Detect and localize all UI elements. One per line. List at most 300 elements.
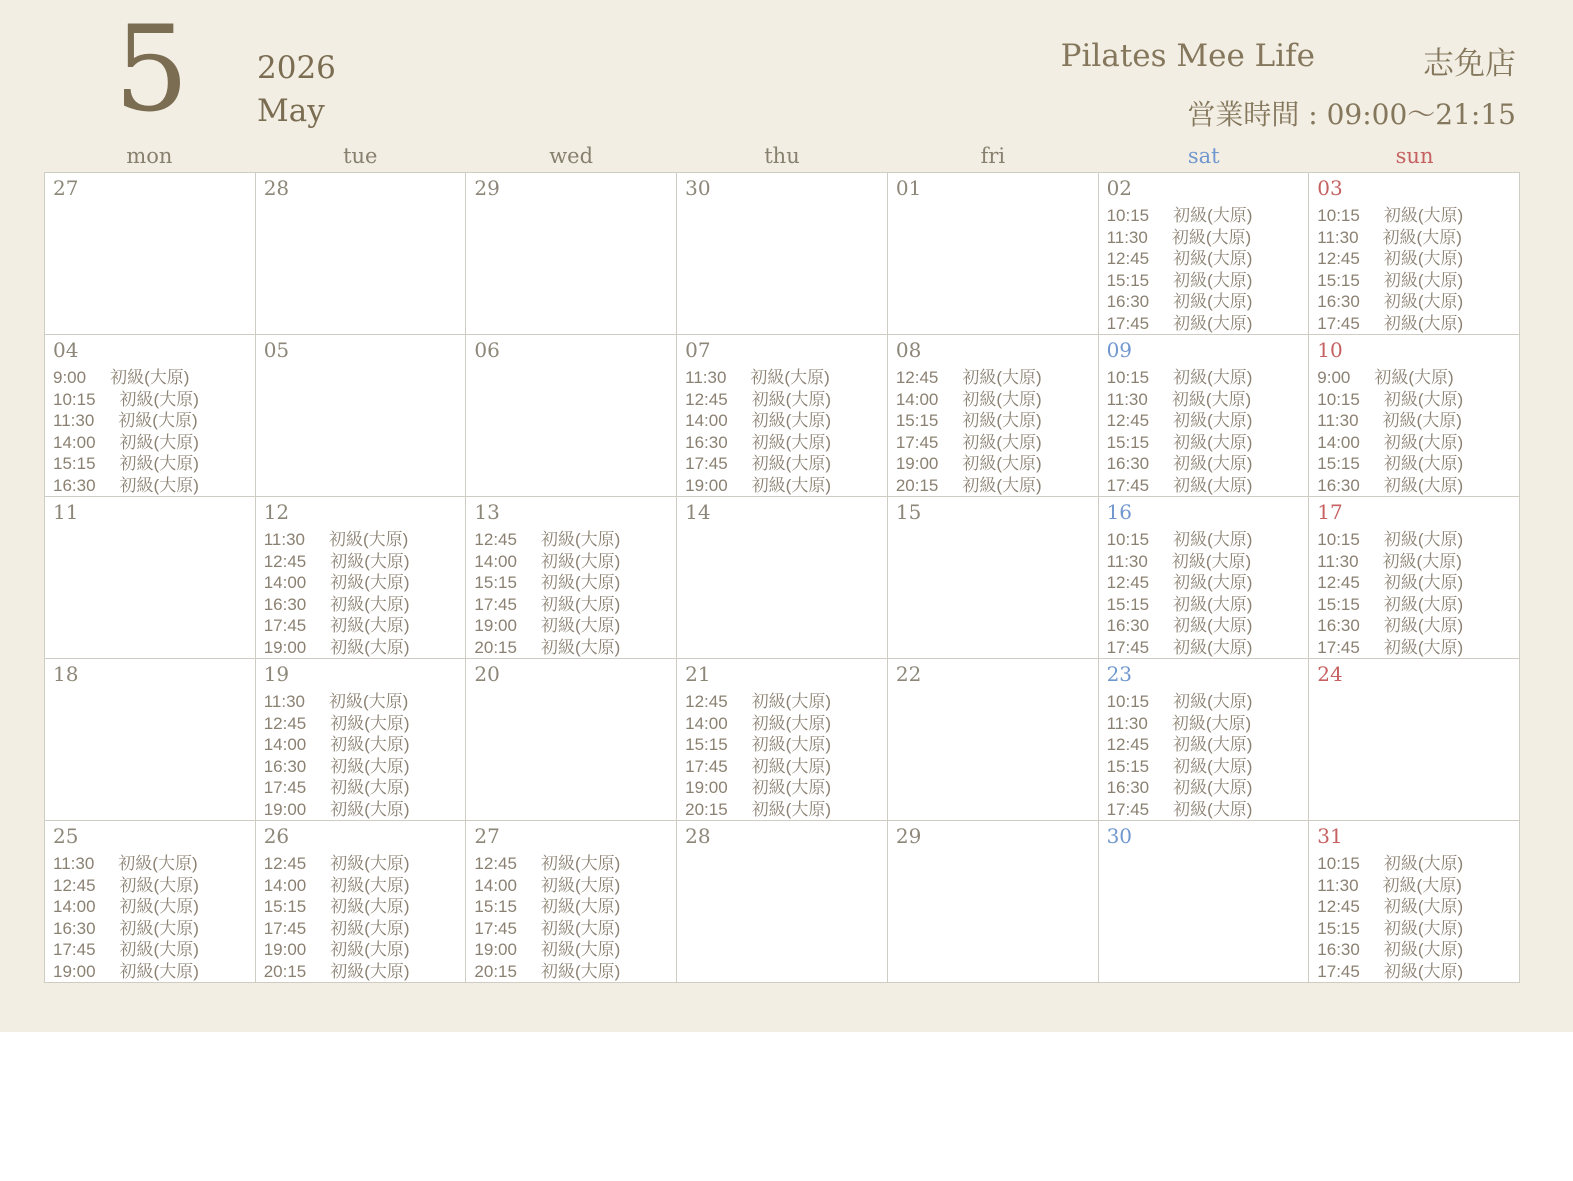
class-entry — [264, 875, 458, 897]
day-number: 07 — [685, 338, 711, 362]
class-time: 15:15 — [1317, 454, 1360, 473]
class-time: 12:45 — [895, 368, 939, 387]
class-time: 11:30 — [685, 368, 727, 387]
class-entry — [685, 734, 879, 756]
class-name: 初級(大原) — [118, 411, 198, 430]
class-entry — [685, 367, 879, 389]
day-cell-09 — [1099, 335, 1310, 497]
class-entry — [53, 875, 247, 897]
day-cell-23 — [1099, 659, 1310, 821]
class-name: 初級(大原) — [110, 368, 190, 387]
class-name: 初級(大原) — [751, 692, 832, 711]
class-time: 15:15 — [1106, 594, 1150, 614]
class-time: 10:15 — [53, 389, 96, 409]
day-number: 24 — [1317, 662, 1343, 686]
day-number: 31 — [1317, 824, 1343, 848]
class-entry — [1107, 410, 1301, 432]
class-name: 初級(大原) — [750, 368, 830, 387]
class-entry — [53, 961, 247, 983]
class-name: 初級(大原) — [1173, 292, 1253, 311]
day-cell-15 — [888, 497, 1099, 659]
day-number: 16 — [1106, 500, 1133, 524]
class-entry — [474, 529, 668, 551]
class-name: 初級(大原) — [751, 432, 832, 452]
class-entry — [1107, 248, 1301, 270]
day-cell-07 — [677, 335, 888, 497]
class-entry — [1107, 270, 1301, 292]
class-entry — [1317, 270, 1511, 292]
month-number: 5 — [114, 0, 190, 138]
class-entry — [53, 896, 247, 918]
class-name: 初級(大原) — [330, 616, 410, 635]
class-name: 初級(大原) — [1383, 206, 1464, 225]
class-name: 初級(大原) — [751, 713, 832, 733]
class-entry — [1107, 453, 1301, 475]
class-entry — [1107, 389, 1301, 411]
class-time: 11:30 — [1106, 389, 1148, 409]
day-number: 23 — [1106, 662, 1133, 686]
class-entry — [1317, 615, 1511, 637]
class-entry — [1107, 615, 1301, 637]
class-entry — [1107, 572, 1301, 594]
weekday-header-fri: fri — [980, 144, 1006, 168]
class-time: 10:15 — [1106, 530, 1150, 549]
class-time: 11:30 — [1317, 875, 1359, 895]
class-time: 14:00 — [263, 735, 307, 754]
class-time: 19:00 — [895, 454, 939, 473]
day-number: 14 — [685, 500, 711, 524]
day-number: 29 — [474, 176, 500, 200]
class-name: 初級(大原) — [1383, 475, 1464, 495]
class-time: 20:15 — [685, 799, 728, 819]
class-entry — [1107, 432, 1301, 454]
class-entry — [1107, 594, 1301, 616]
class-entry — [474, 939, 668, 961]
class-entry — [264, 713, 458, 735]
class-time: 12:45 — [263, 551, 307, 571]
class-time: 16:30 — [1106, 778, 1150, 797]
class-time: 10:15 — [1106, 206, 1150, 225]
day-cell-04 — [45, 335, 256, 497]
class-name: 初級(大原) — [962, 368, 1042, 387]
class-name: 初級(大原) — [962, 389, 1042, 409]
day-cell-02 — [1099, 173, 1310, 335]
class-name: 初級(大原) — [751, 799, 832, 819]
class-time: 14:00 — [685, 713, 728, 733]
class-time: 19:00 — [53, 961, 96, 981]
class-time: 12:45 — [685, 389, 728, 409]
class-name: 初級(大原) — [1383, 918, 1464, 938]
class-name: 初級(大原) — [330, 551, 410, 571]
day-cell-31 — [1309, 821, 1520, 983]
class-time: 15:15 — [1106, 270, 1150, 290]
class-entry — [53, 453, 247, 475]
class-time: 17:45 — [1106, 799, 1150, 819]
class-time: 9:00 — [53, 368, 87, 387]
class-time: 11:30 — [1317, 551, 1359, 571]
class-entry — [1107, 227, 1301, 249]
class-entry — [685, 691, 879, 713]
class-entry — [264, 572, 458, 594]
class-name: 初級(大原) — [962, 411, 1042, 430]
day-cell-11 — [45, 497, 256, 659]
class-entry — [264, 961, 458, 983]
class-time: 12:45 — [1106, 573, 1150, 592]
day-number: 01 — [895, 176, 922, 200]
class-name: 初級(大原) — [1173, 692, 1253, 711]
class-entry — [474, 896, 668, 918]
day-number: 18 — [53, 662, 79, 686]
class-time: 10:15 — [1317, 854, 1360, 873]
weekday-header-thu: thu — [764, 144, 800, 168]
class-name: 初級(大原) — [1173, 249, 1253, 268]
class-time: 17:45 — [685, 454, 728, 473]
class-time: 16:30 — [53, 918, 96, 938]
class-entry — [1317, 291, 1511, 313]
class-name: 初級(大原) — [1173, 313, 1253, 333]
class-name: 初級(大原) — [328, 530, 409, 549]
class-name: 初級(大原) — [1171, 389, 1252, 409]
class-time: 16:30 — [1106, 616, 1150, 635]
class-time: 15:15 — [685, 735, 728, 754]
class-entry — [1317, 853, 1511, 875]
class-time: 11:30 — [1317, 227, 1359, 247]
class-entry — [896, 432, 1090, 454]
class-time: 12:45 — [263, 713, 307, 733]
studio-title-line — [1061, 38, 1516, 83]
class-name: 初級(大原) — [751, 756, 832, 776]
class-entry — [1107, 367, 1301, 389]
class-name: 初級(大原) — [540, 637, 621, 657]
calendar-grid — [44, 172, 1520, 983]
class-name: 初級(大原) — [751, 735, 832, 754]
class-name: 初級(大原) — [1383, 616, 1464, 635]
class-entry — [474, 961, 668, 983]
class-entry — [264, 615, 458, 637]
day-cell-24 — [1309, 659, 1520, 821]
weekday-header-wed: wed — [549, 144, 594, 168]
class-name: 初級(大原) — [1383, 530, 1464, 549]
class-time: 14:00 — [474, 551, 517, 571]
class-entry — [53, 918, 247, 940]
weekday-header-sun: sun — [1395, 144, 1434, 168]
class-name: 初級(大原) — [1383, 270, 1464, 290]
day-cell-22 — [888, 659, 1099, 821]
class-entry — [896, 367, 1090, 389]
class-time: 19:00 — [263, 940, 307, 959]
class-entry — [1317, 475, 1511, 497]
weekday-header-row — [44, 144, 1520, 168]
class-entry — [474, 572, 668, 594]
class-name: 初級(大原) — [1383, 389, 1464, 409]
class-name: 初級(大原) — [1173, 368, 1253, 387]
class-name: 初級(大原) — [540, 918, 621, 938]
class-time: 19:00 — [474, 940, 517, 959]
class-name: 初級(大原) — [540, 594, 621, 614]
class-entry — [1107, 637, 1301, 659]
class-name: 初級(大原) — [330, 735, 410, 754]
class-name: 初級(大原) — [330, 961, 410, 981]
class-time: 12:45 — [263, 854, 307, 873]
class-name: 初級(大原) — [540, 551, 621, 571]
class-entry — [1317, 918, 1511, 940]
branch-name: 志免店 — [1423, 46, 1516, 82]
class-entry — [264, 896, 458, 918]
class-time: 14:00 — [895, 389, 939, 409]
business-hours: 営業時間 : 09:00〜21:15 — [1187, 98, 1516, 131]
day-number: 30 — [1106, 824, 1133, 848]
class-name: 初級(大原) — [962, 454, 1042, 473]
class-time: 17:45 — [1317, 961, 1360, 981]
class-time: 11:30 — [263, 692, 305, 711]
class-time: 10:15 — [1106, 368, 1150, 387]
class-entry — [685, 777, 879, 799]
class-time: 15:15 — [1317, 594, 1360, 614]
class-name: 初級(大原) — [1383, 940, 1464, 959]
class-entry — [1107, 529, 1301, 551]
class-entry — [474, 551, 668, 573]
class-name: 初級(大原) — [330, 756, 410, 776]
class-entry — [1107, 551, 1301, 573]
class-entry — [1317, 529, 1511, 551]
day-number: 17 — [1317, 500, 1343, 524]
class-name: 初級(大原) — [1173, 432, 1253, 452]
day-cell-03 — [1309, 173, 1520, 335]
day-number: 04 — [53, 338, 79, 362]
class-entry — [53, 939, 247, 961]
class-time: 17:45 — [1317, 313, 1360, 333]
class-entry — [1107, 777, 1301, 799]
class-time: 16:30 — [1317, 940, 1360, 959]
class-name: 初級(大原) — [330, 594, 410, 614]
class-entry — [264, 918, 458, 940]
class-name: 初級(大原) — [1173, 778, 1253, 797]
class-name: 初級(大原) — [1382, 551, 1462, 571]
class-entry — [1317, 453, 1511, 475]
class-name: 初級(大原) — [330, 637, 410, 657]
class-name: 初級(大原) — [1383, 897, 1464, 916]
class-entry — [1107, 691, 1301, 713]
class-time: 12:45 — [474, 854, 517, 873]
class-time: 11:30 — [1106, 551, 1148, 571]
class-time: 19:00 — [685, 778, 728, 797]
class-entry — [474, 918, 668, 940]
class-name: 初級(大原) — [119, 918, 199, 938]
month-name-label: May — [257, 93, 325, 129]
class-time: 14:00 — [263, 875, 307, 895]
day-number: 03 — [1317, 176, 1343, 200]
day-cell-30 — [1099, 821, 1310, 983]
class-entry — [1107, 734, 1301, 756]
day-cell-05 — [256, 335, 467, 497]
day-number: 08 — [895, 338, 922, 362]
class-time: 17:45 — [263, 778, 307, 797]
day-cell-29 — [466, 173, 677, 335]
day-cell-25 — [45, 821, 256, 983]
class-name: 初級(大原) — [1173, 475, 1253, 495]
class-entry — [1317, 410, 1511, 432]
class-name: 初級(大原) — [1383, 961, 1464, 981]
class-time: 16:30 — [1106, 454, 1150, 473]
class-time: 19:00 — [263, 637, 307, 657]
class-entry — [53, 367, 247, 389]
class-name: 初級(大原) — [1382, 875, 1462, 895]
class-name: 初級(大原) — [119, 940, 199, 959]
class-time: 10:15 — [1317, 206, 1360, 225]
day-number: 28 — [263, 176, 290, 200]
day-number: 13 — [474, 500, 500, 524]
class-time: 17:45 — [1106, 475, 1150, 495]
day-cell-10 — [1309, 335, 1520, 497]
day-cell-29 — [888, 821, 1099, 983]
class-time: 12:45 — [1106, 249, 1150, 268]
class-entry — [896, 410, 1090, 432]
class-entry — [264, 734, 458, 756]
class-entry — [685, 453, 879, 475]
class-entry — [1107, 756, 1301, 778]
class-entry — [474, 615, 668, 637]
class-name: 初級(大原) — [330, 573, 410, 592]
class-entry — [53, 853, 247, 875]
class-name: 初級(大原) — [1383, 249, 1464, 268]
class-name: 初級(大原) — [119, 875, 199, 895]
class-time: 10:15 — [1317, 389, 1360, 409]
class-time: 10:15 — [1317, 530, 1360, 549]
class-time: 19:00 — [685, 475, 728, 495]
class-entry — [896, 475, 1090, 497]
class-name: 初級(大原) — [330, 875, 410, 895]
class-name: 初級(大原) — [962, 475, 1042, 495]
day-cell-21 — [677, 659, 888, 821]
class-time: 11:30 — [53, 411, 95, 430]
class-entry — [896, 453, 1090, 475]
class-name: 初級(大原) — [330, 897, 410, 916]
year-label: 2026 — [257, 50, 336, 86]
class-time: 11:30 — [53, 854, 95, 873]
class-name: 初級(大原) — [119, 475, 199, 495]
class-entry — [1317, 896, 1511, 918]
class-time: 19:00 — [474, 616, 517, 635]
class-name: 初級(大原) — [1383, 854, 1464, 873]
class-time: 15:15 — [474, 897, 517, 916]
class-name: 初級(大原) — [119, 897, 199, 916]
class-time: 12:45 — [685, 692, 728, 711]
studio-name: Pilates Mee Life — [1060, 38, 1315, 74]
class-name: 初級(大原) — [330, 854, 410, 873]
class-name: 初級(大原) — [1173, 799, 1253, 819]
class-name: 初級(大原) — [1383, 313, 1464, 333]
class-name: 初級(大原) — [328, 692, 409, 711]
class-name: 初級(大原) — [1173, 637, 1253, 657]
day-number: 11 — [53, 500, 79, 524]
class-entry — [685, 713, 879, 735]
class-time: 14:00 — [53, 432, 96, 452]
class-entry — [1317, 551, 1511, 573]
day-cell-17 — [1309, 497, 1520, 659]
day-number: 25 — [53, 824, 79, 848]
class-entry — [685, 799, 879, 821]
class-entry — [896, 389, 1090, 411]
class-name: 初級(大原) — [1374, 368, 1454, 387]
class-name: 初級(大原) — [330, 940, 410, 959]
day-number: 21 — [685, 662, 711, 686]
class-name: 初級(大原) — [1382, 411, 1462, 430]
weekday-header-mon: mon — [126, 144, 173, 168]
day-number: 10 — [1317, 338, 1343, 362]
class-name: 初級(大原) — [1383, 637, 1464, 657]
class-entry — [264, 799, 458, 821]
class-entry — [53, 389, 247, 411]
day-number: 28 — [685, 824, 711, 848]
class-name: 初級(大原) — [1171, 713, 1252, 733]
class-entry — [264, 853, 458, 875]
day-cell-28 — [677, 821, 888, 983]
class-name: 初級(大原) — [1171, 227, 1252, 247]
class-name: 初級(大原) — [751, 454, 832, 473]
year-month-block — [257, 50, 336, 129]
day-number: 20 — [474, 662, 500, 686]
class-time: 17:45 — [53, 940, 96, 959]
class-name: 初級(大原) — [1383, 432, 1464, 452]
class-time: 16:30 — [1317, 292, 1360, 311]
class-entry — [1317, 875, 1511, 897]
class-name: 初級(大原) — [540, 573, 621, 592]
class-name: 初級(大原) — [1173, 411, 1253, 430]
class-name: 初級(大原) — [540, 616, 621, 635]
class-name: 初級(大原) — [1382, 227, 1462, 247]
class-name: 初級(大原) — [1173, 530, 1253, 549]
class-entry — [1107, 313, 1301, 335]
day-number: 05 — [263, 338, 290, 362]
class-name: 初級(大原) — [751, 411, 832, 430]
class-name: 初級(大原) — [1173, 756, 1253, 776]
class-time: 12:45 — [53, 875, 96, 895]
day-number: 30 — [685, 176, 711, 200]
day-number: 19 — [263, 662, 290, 686]
class-entry — [264, 529, 458, 551]
class-time: 17:45 — [474, 918, 517, 938]
class-time: 16:30 — [685, 432, 728, 452]
class-time: 12:45 — [1317, 573, 1360, 592]
class-entry — [1107, 205, 1301, 227]
class-time: 20:15 — [263, 961, 307, 981]
day-number: 15 — [895, 500, 922, 524]
class-name: 初級(大原) — [540, 875, 621, 895]
class-time: 11:30 — [1317, 411, 1359, 430]
class-time: 9:00 — [1317, 368, 1351, 387]
class-time: 11:30 — [1106, 713, 1148, 733]
class-time: 15:15 — [1317, 918, 1360, 938]
class-name: 初級(大原) — [330, 799, 410, 819]
class-entry — [474, 853, 668, 875]
class-time: 17:45 — [474, 594, 517, 614]
class-time: 12:45 — [1106, 735, 1150, 754]
class-entry — [53, 475, 247, 497]
class-time: 14:00 — [685, 411, 728, 430]
day-number: 06 — [474, 338, 500, 362]
class-entry — [1317, 248, 1511, 270]
class-name: 初級(大原) — [1383, 573, 1464, 592]
class-time: 15:15 — [1317, 270, 1360, 290]
class-name: 初級(大原) — [751, 778, 832, 797]
class-time: 15:15 — [1106, 432, 1150, 452]
day-cell-27 — [466, 821, 677, 983]
class-time: 17:45 — [895, 432, 939, 452]
class-entry — [1317, 939, 1511, 961]
weekday-header-sat: sat — [1187, 144, 1220, 168]
class-time: 15:15 — [53, 454, 96, 473]
class-entry — [1107, 475, 1301, 497]
